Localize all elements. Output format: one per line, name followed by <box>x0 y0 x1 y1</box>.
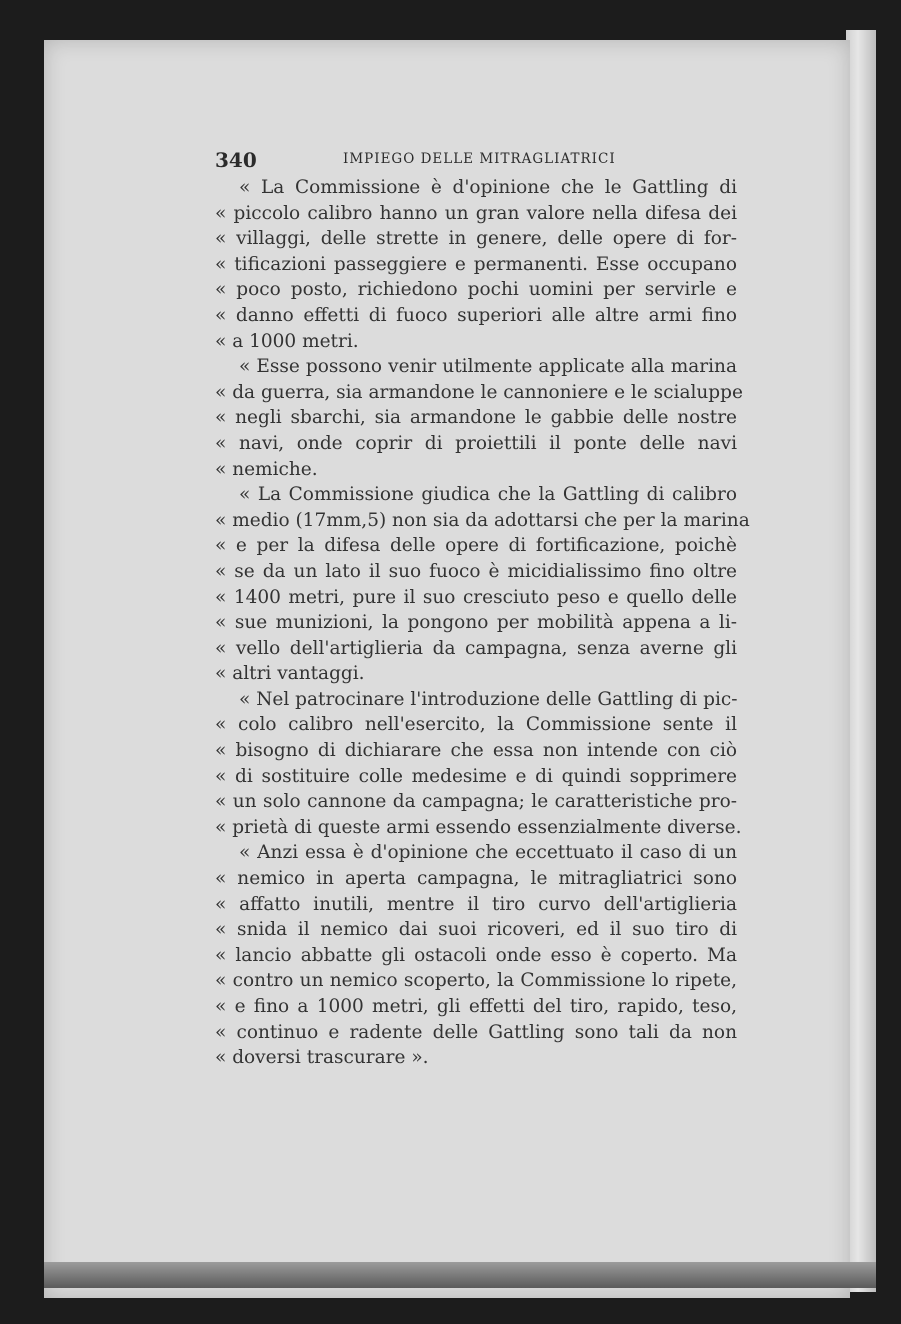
text-line: « da guerra, sia armandone le cannoniere e le scialuppe <box>215 381 743 403</box>
text-line: « nemico in aperta campagna, le mitragliatrici sono <box>215 868 737 890</box>
text-line: « 1400 metri, pure il suo cresciuto peso e quello delle <box>215 586 737 608</box>
text-line: « Esse possono venir utilmente applicate alla marina <box>239 356 737 378</box>
text-line: « e fino a 1000 metri, gli effetti del tiro, rapido, teso, <box>215 996 737 1017</box>
page-header <box>215 148 735 170</box>
text-line: « nemiche. <box>215 458 318 480</box>
page-number: 340 <box>215 148 257 172</box>
text-line: « un solo cannone da campagna; le caratteristiche pro- <box>215 791 737 813</box>
text-line: « medio (17mm,5) non sia da adottarsi che per la marina <box>215 509 750 531</box>
text-line: « Anzi essa è d'opinione che eccettuato il caso di un <box>239 842 737 864</box>
text-line: « poco posto, richiedono pochi uomini per servirle e <box>215 279 737 301</box>
text-line: « tificazioni passeggiere e permanenti. Esse occupano <box>215 253 737 275</box>
body-text <box>215 175 750 1071</box>
text-line: « danno effetti di fuoco superiori alle altre armi fino <box>215 304 737 326</box>
text-line: « sue munizioni, la pongono per mobilità appena a li- <box>215 612 737 634</box>
text-line: « La Commissione è d'opinione che le Gattling di <box>239 177 737 198</box>
text-line: « bisogno di dichiarare che essa non intende con ciò <box>215 740 737 762</box>
text-line: « negli sbarchi, sia armandone le gabbie delle nostre <box>215 407 737 429</box>
text-line: « vello dell'artiglieria da campagna, senza averne gli <box>215 637 737 659</box>
text-line: « colo calibro nell'esercito, la Commissione sente il <box>215 714 737 736</box>
page-bottom-edge <box>44 1262 876 1288</box>
page-edge <box>846 30 876 1292</box>
text-line: « snida il nemico dai suoi ricoveri, ed il suo tiro di <box>215 919 737 941</box>
text-line: « lancio abbatte gli ostacoli onde esso è coperto. Ma <box>215 944 737 966</box>
text-line: « Nel patrocinare l'introduzione delle Gattling di pic- <box>239 688 738 710</box>
text-line: « se da un lato il suo fuoco è micidialissimo fino oltre <box>215 560 737 582</box>
text-line: « altri vantaggi. <box>215 663 365 685</box>
text-line: « affatto inutili, mentre il tiro curvo dell'artiglieria <box>215 893 737 915</box>
text-line: « La Commissione giudica che la Gattling di calibro <box>239 484 737 506</box>
paragraph <box>215 687 742 841</box>
text-line: « doversi trascurare ». <box>215 1047 429 1069</box>
running-title: IMPIEGO DELLE MITRAGLIATRICI <box>343 151 616 167</box>
paragraph <box>215 354 743 482</box>
text-line: « contro un nemico scoperto, la Commissione lo ripete, <box>215 970 737 992</box>
paragraph <box>215 175 737 354</box>
text-line: « prietà di queste armi essendo essenzialmente diverse. <box>215 816 742 838</box>
text-line: « villaggi, delle strette in genere, delle opere di for- <box>215 228 737 250</box>
text-line: « continuo e radente delle Gattling sono tali da non <box>215 1021 737 1043</box>
text-line: « piccolo calibro hanno un gran valore nella difesa dei <box>215 202 737 224</box>
paragraph <box>215 482 750 687</box>
text-line: « a 1000 metri. <box>215 330 359 352</box>
text-line: « e per la difesa delle opere di fortificazione, poichè <box>215 535 737 557</box>
paragraph <box>215 840 737 1070</box>
text-line: « navi, onde coprir di proiettili il ponte delle navi <box>215 432 737 454</box>
text-line: « di sostituire colle medesime e di quindi sopprimere <box>215 765 737 787</box>
